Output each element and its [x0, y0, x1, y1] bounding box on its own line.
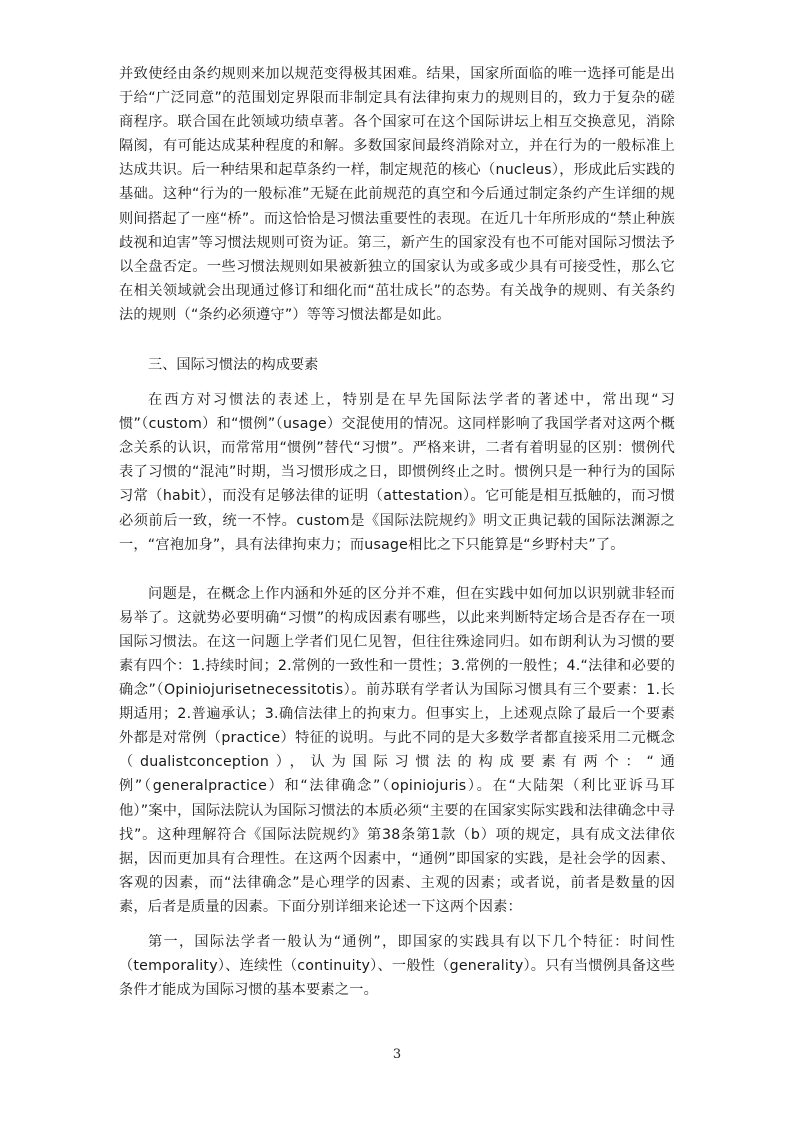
body-paragraph: 并致使经由条约规则来加以规范变得极其困难。结果，国家所面临的唯一选择可能是出于给“广泛同意”的范围划定界限而非制定具有法律拘束力的规则目的，致力于复杂的磋商程序。联合国在此领域功绩卓著。各个国家可在这个国际讲坛上相互交换意见，消除隔阂，有可能达成某种程度的和解。多数国家间最终消除对立，并在行为的一般标准上达成共识。后一种结果和起草条约一样，制定规范的核心（nucleus），形成此后实践的基础。这种“行为的一般标准”无疑在此前规范的真空和今后通过制定条约产生详细的规则间搭起了一座“桥”。而这恰恰是习惯法重要性的表现。在近几十年所形成的“禁止种族歧视和迫害”等习惯法规则可资为证。第三，新产生的国家没有也不可能对国际习惯法予以全盘否定。一些习惯法规则如果被新独立的国家认为或多或少具有可接受性，那么它在相关领域就会出现通过修订和细化而“茁壮成长”的态势。有关战争的规则、有关条约法的规则（“条约必须遵守”）等等习惯法都是如此。: [119, 66, 675, 323]
body-paragraph: 在西方对习惯法的表述上，特别是在早先国际法学者的著述中，常出现“习惯”（custom）和“惯例”（usage）交混使用的情况。这同样影响了我国学者对这两个概念关系的认识，而常常用“惯例”替代“习惯”。严格来讲，二者有着明显的区别：惯例代表了习惯的“混沌”时期，当习惯形成之日，即惯例终止之时。惯例只是一种行为的国际习常（habit），而没有足够法律的证明（attestation）。它可能是相互抵触的，而习惯必须前后一致，统一不悖。custom是《国际法院规约》明文正典记载的国际法渊源之一，“宫袍加身”，具有法律拘束力；而usage相比之下只能算是“乡野村夫”了。: [119, 392, 675, 553]
section-heading: 三、国际习惯法的构成要素: [148, 357, 319, 374]
page-body: [119, 62, 675, 1002]
body-paragraph: 问题是，在概念上作内涵和外延的区分并不难，但在实践中如何加以识别就非轻而易举了。这就势必要明确“习惯”的构成因素有哪些，以此来判断特定场合是否存在一项国际习惯法。在这一问题上学者们见仁见智，但往往殊途同归。如布朗利认为习惯的要素有四个：1.持续时间；2.常例的一致性和一贯性；3.常例的一般性；4.“法律和必要的确念”（Opiniojurisetnecessitotis）。前苏联有学者认为国际习惯具有三个要素：1.长期适用；2.普遍承认；3.确信法律上的拘束力。但事实上，上述观点除了最后一个要素外都是对常例（practice）特征的说明。与此不同的是大多数学者都直接采用二元概念（dualistconception），认为国际习惯法的构成要素有两个：“通例”（generalpractice）和“法律确念”（opiniojuris）。在“大陆架（利比亚诉马耳他）”案中，国际法院认为国际习惯法的本质必须“主要的在国家实际实践和法律确念中寻找”。这种理解符合《国际法院规约》第38条第1款（b）项的规定，具有成文法律依据，因而更加具有合理性。在这两个因素中，“通例”即国家的实践，是社会学的因素、客观的因素，而“法律确念”是心理学的因素、主观的因素；或者说，前者是数量的因素，后者是质量的因素。下面分别详细来论述一下这两个因素：: [119, 585, 675, 915]
body-paragraph: 第一，国际法学者一般认为“通例”，即国家的实践具有以下几个特征：时间性（temporality）、连续性（continuity）、一般性（generality）。只有当惯例具备这些条件才能成为国际习惯的基本要素之一。: [119, 934, 675, 999]
page-number: 3: [392, 1047, 402, 1062]
